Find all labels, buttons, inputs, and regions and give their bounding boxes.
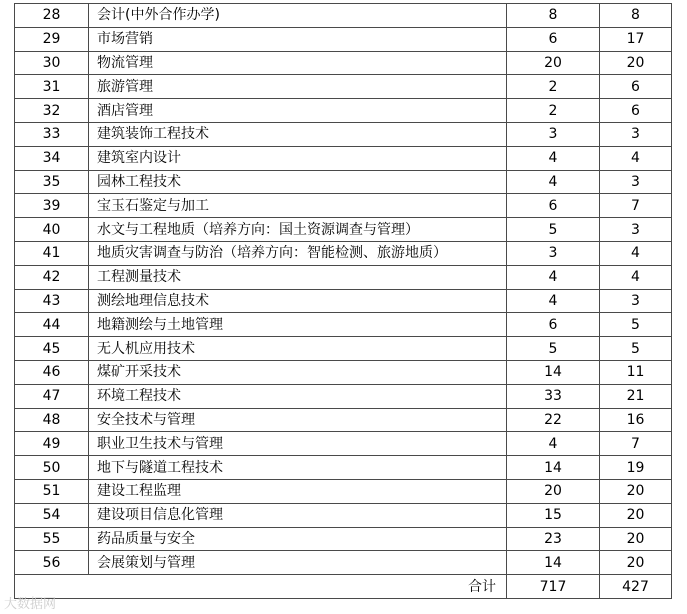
table-row: [15, 313, 672, 337]
major-name: 宝玉石鉴定与加工: [89, 194, 507, 218]
table-row: [15, 51, 672, 75]
count-col-1: 6: [507, 27, 600, 51]
row-number: 44: [15, 313, 89, 337]
table-row: [15, 527, 672, 551]
row-number: 40: [15, 218, 89, 242]
row-number: 35: [15, 170, 89, 194]
major-name: 地籍测绘与土地管理: [89, 313, 507, 337]
table-row: [15, 75, 672, 99]
row-number: 50: [15, 456, 89, 480]
count-col-1: 14: [507, 551, 600, 575]
table-row: [15, 27, 672, 51]
table-row: [15, 551, 672, 575]
major-name: 安全技术与管理: [89, 408, 507, 432]
major-name: 市场营销: [89, 27, 507, 51]
count-col-2: 3: [600, 122, 672, 146]
major-name: 工程测量技术: [89, 265, 507, 289]
row-number: 28: [15, 4, 89, 28]
count-col-2: 6: [600, 75, 672, 99]
count-col-2: 8: [600, 4, 672, 28]
count-col-2: 6: [600, 99, 672, 123]
major-name: 药品质量与安全: [89, 527, 507, 551]
enrollment-table: [14, 3, 672, 599]
count-col-1: 20: [507, 479, 600, 503]
row-number: 56: [15, 551, 89, 575]
row-number: 45: [15, 337, 89, 361]
count-col-1: 15: [507, 503, 600, 527]
major-name: 煤矿开采技术: [89, 360, 507, 384]
table-row: [15, 99, 672, 123]
table-row: [15, 384, 672, 408]
count-col-2: 3: [600, 218, 672, 242]
row-number: 54: [15, 503, 89, 527]
count-col-2: 11: [600, 360, 672, 384]
major-name: 地下与隧道工程技术: [89, 456, 507, 480]
row-number: 46: [15, 360, 89, 384]
count-col-2: 21: [600, 384, 672, 408]
row-number: 29: [15, 27, 89, 51]
row-number: 55: [15, 527, 89, 551]
count-col-2: 16: [600, 408, 672, 432]
count-col-1: 4: [507, 170, 600, 194]
major-name: 无人机应用技术: [89, 337, 507, 361]
count-col-2: 4: [600, 241, 672, 265]
table-row: [15, 194, 672, 218]
major-name: 会展策划与管理: [89, 551, 507, 575]
major-name: 测绘地理信息技术: [89, 289, 507, 313]
row-number: 51: [15, 479, 89, 503]
table-row: [15, 170, 672, 194]
total-label: 合计: [15, 575, 507, 599]
row-number: 39: [15, 194, 89, 218]
table-row: [15, 122, 672, 146]
row-number: 48: [15, 408, 89, 432]
count-col-2: 4: [600, 265, 672, 289]
count-col-1: 14: [507, 360, 600, 384]
count-col-1: 22: [507, 408, 600, 432]
count-col-1: 6: [507, 194, 600, 218]
major-name: 建设项目信息化管理: [89, 503, 507, 527]
count-col-2: 17: [600, 27, 672, 51]
major-name: 建设工程监理: [89, 479, 507, 503]
count-col-1: 4: [507, 265, 600, 289]
major-name: 建筑装饰工程技术: [89, 122, 507, 146]
table-row: [15, 503, 672, 527]
count-col-1: 20: [507, 51, 600, 75]
row-number: 49: [15, 432, 89, 456]
count-col-1: 4: [507, 432, 600, 456]
count-col-1: 5: [507, 337, 600, 361]
major-name: 物流管理: [89, 51, 507, 75]
table-row: [15, 265, 672, 289]
table-row: [15, 360, 672, 384]
row-number: 47: [15, 384, 89, 408]
table-row: [15, 479, 672, 503]
row-number: 42: [15, 265, 89, 289]
count-col-2: 7: [600, 432, 672, 456]
table-row: [15, 289, 672, 313]
count-col-1: 3: [507, 241, 600, 265]
row-number: 33: [15, 122, 89, 146]
table-row: [15, 146, 672, 170]
row-number: 41: [15, 241, 89, 265]
count-col-2: 20: [600, 551, 672, 575]
count-col-1: 6: [507, 313, 600, 337]
count-col-1: 23: [507, 527, 600, 551]
count-col-2: 20: [600, 51, 672, 75]
table-body: [15, 4, 672, 575]
total-v1: 717: [507, 575, 600, 599]
table-row: [15, 432, 672, 456]
row-number: 43: [15, 289, 89, 313]
table-row: [15, 408, 672, 432]
row-number: 34: [15, 146, 89, 170]
count-col-2: 20: [600, 479, 672, 503]
count-col-1: 4: [507, 289, 600, 313]
count-col-1: 33: [507, 384, 600, 408]
count-col-2: 3: [600, 170, 672, 194]
total-row: [15, 575, 672, 599]
count-col-2: 5: [600, 337, 672, 361]
count-col-1: 2: [507, 99, 600, 123]
count-col-2: 5: [600, 313, 672, 337]
major-name: 会计(中外合作办学): [89, 4, 507, 28]
count-col-2: 3: [600, 289, 672, 313]
count-col-1: 2: [507, 75, 600, 99]
enrollment-table-container: [14, 3, 672, 599]
row-number: 31: [15, 75, 89, 99]
count-col-2: 20: [600, 503, 672, 527]
row-number: 30: [15, 51, 89, 75]
major-name: 园林工程技术: [89, 170, 507, 194]
major-name: 地质灾害调查与防治（培养方向：智能检测、旅游地质）: [89, 241, 507, 265]
total-v2: 427: [600, 575, 672, 599]
count-col-2: 7: [600, 194, 672, 218]
table-row: [15, 4, 672, 28]
table-row: [15, 337, 672, 361]
count-col-1: 8: [507, 4, 600, 28]
table-row: [15, 218, 672, 242]
major-name: 建筑室内设计: [89, 146, 507, 170]
count-col-1: 14: [507, 456, 600, 480]
major-name: 职业卫生技术与管理: [89, 432, 507, 456]
count-col-2: 19: [600, 456, 672, 480]
row-number: 32: [15, 99, 89, 123]
table-row: [15, 241, 672, 265]
count-col-2: 20: [600, 527, 672, 551]
count-col-1: 5: [507, 218, 600, 242]
count-col-1: 3: [507, 122, 600, 146]
major-name: 水文与工程地质（培养方向：国土资源调查与管理）: [89, 218, 507, 242]
major-name: 酒店管理: [89, 99, 507, 123]
count-col-1: 4: [507, 146, 600, 170]
major-name: 旅游管理: [89, 75, 507, 99]
count-col-2: 4: [600, 146, 672, 170]
major-name: 环境工程技术: [89, 384, 507, 408]
table-row: [15, 456, 672, 480]
watermark-logo: 大数据网: [4, 597, 57, 612]
